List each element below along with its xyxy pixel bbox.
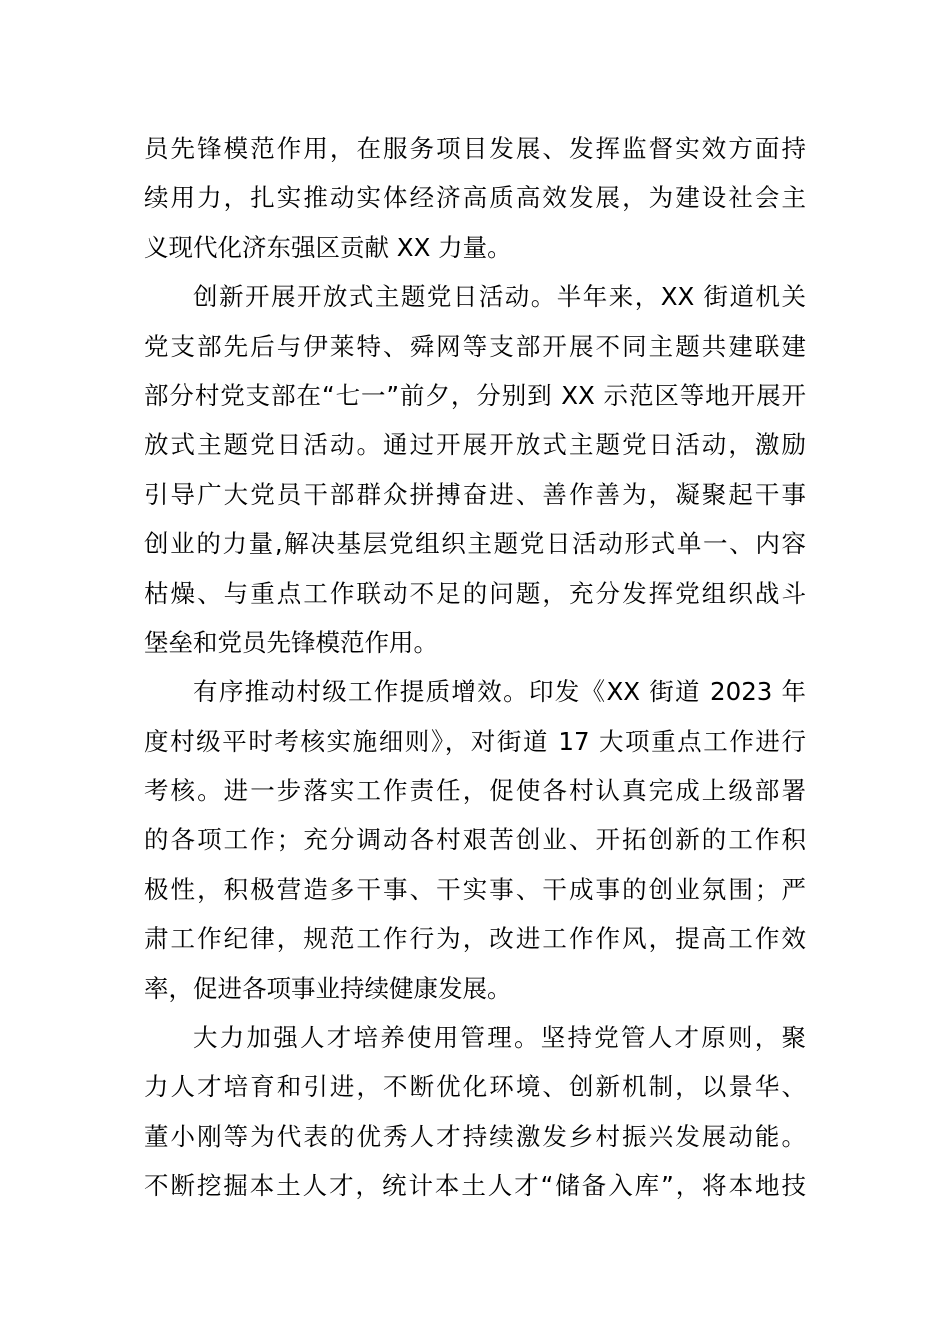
text-line: 极性，积极营造多干事、干实事、干成事的创业氛围；严 xyxy=(144,874,806,904)
text-line: 党支部先后与伊莱特、舜网等支部开展不同主题共建联建 xyxy=(144,331,806,361)
text-line: 率，促进各项事业持续健康发展。 xyxy=(144,973,512,1003)
text-line: 不断挖掘本土人才，统计本土人才“储备入库”，将本地技 xyxy=(144,1171,806,1201)
text-line: 创新开展开放式主题党日活动。半年来，XX 街道机关 xyxy=(193,282,806,312)
text-line: 引导广大党员干部群众拼搏奋进、善作善为，凝聚起干事 xyxy=(144,479,806,509)
text-line: 创业的力量,解决基层党组织主题党日活动形式单一、内容 xyxy=(144,529,806,559)
text-line: 员先锋模范作用，在服务项目发展、发挥监督实效方面持 xyxy=(144,134,806,163)
text-line: 力人才培育和引进，不断优化环境、创新机制，以景华、 xyxy=(144,1072,806,1102)
text-line: 部分村党支部在“七一”前夕，分别到 XX 示范区等地开展开 xyxy=(144,380,806,410)
text-line: 董小刚等为代表的优秀人才持续激发乡村振兴发展动能。 xyxy=(144,1121,806,1151)
text-line: 有序推动村级工作提质增效。印发《XX 街道 2023 年 xyxy=(193,677,806,707)
text-line: 的各项工作；充分调动各村艰苦创业、开拓创新的工作积 xyxy=(144,825,806,855)
text-line: 放式主题党日活动。通过开展开放式主题党日活动，激励 xyxy=(144,430,806,460)
text-line: 大力加强人才培养使用管理。坚持党管人才原则，聚 xyxy=(193,1023,806,1053)
paragraph-1 xyxy=(144,124,806,272)
text-line: 堡垒和党员先锋模范作用。 xyxy=(144,627,438,657)
text-line: 枯燥、与重点工作联动不足的问题，充分发挥党组织战斗 xyxy=(144,578,806,608)
paragraph-3 xyxy=(144,667,806,1013)
text-line: 考核。进一步落实工作责任，促使各村认真完成上级部署 xyxy=(144,776,806,806)
document-body xyxy=(144,124,806,1211)
text-line: 续用力，扎实推动实体经济高质高效发展，为建设社会主 xyxy=(144,183,806,213)
text-line: 肃工作纪律，规范工作行为，改进工作作风，提高工作效 xyxy=(144,924,806,954)
paragraph-4 xyxy=(144,1013,806,1211)
text-line: 义现代化济东强区贡献 XX 力量。 xyxy=(144,232,512,262)
text-line: 度村级平时考核实施细则》，对街道 17 大项重点工作进行 xyxy=(144,726,806,756)
paragraph-2 xyxy=(144,272,806,667)
